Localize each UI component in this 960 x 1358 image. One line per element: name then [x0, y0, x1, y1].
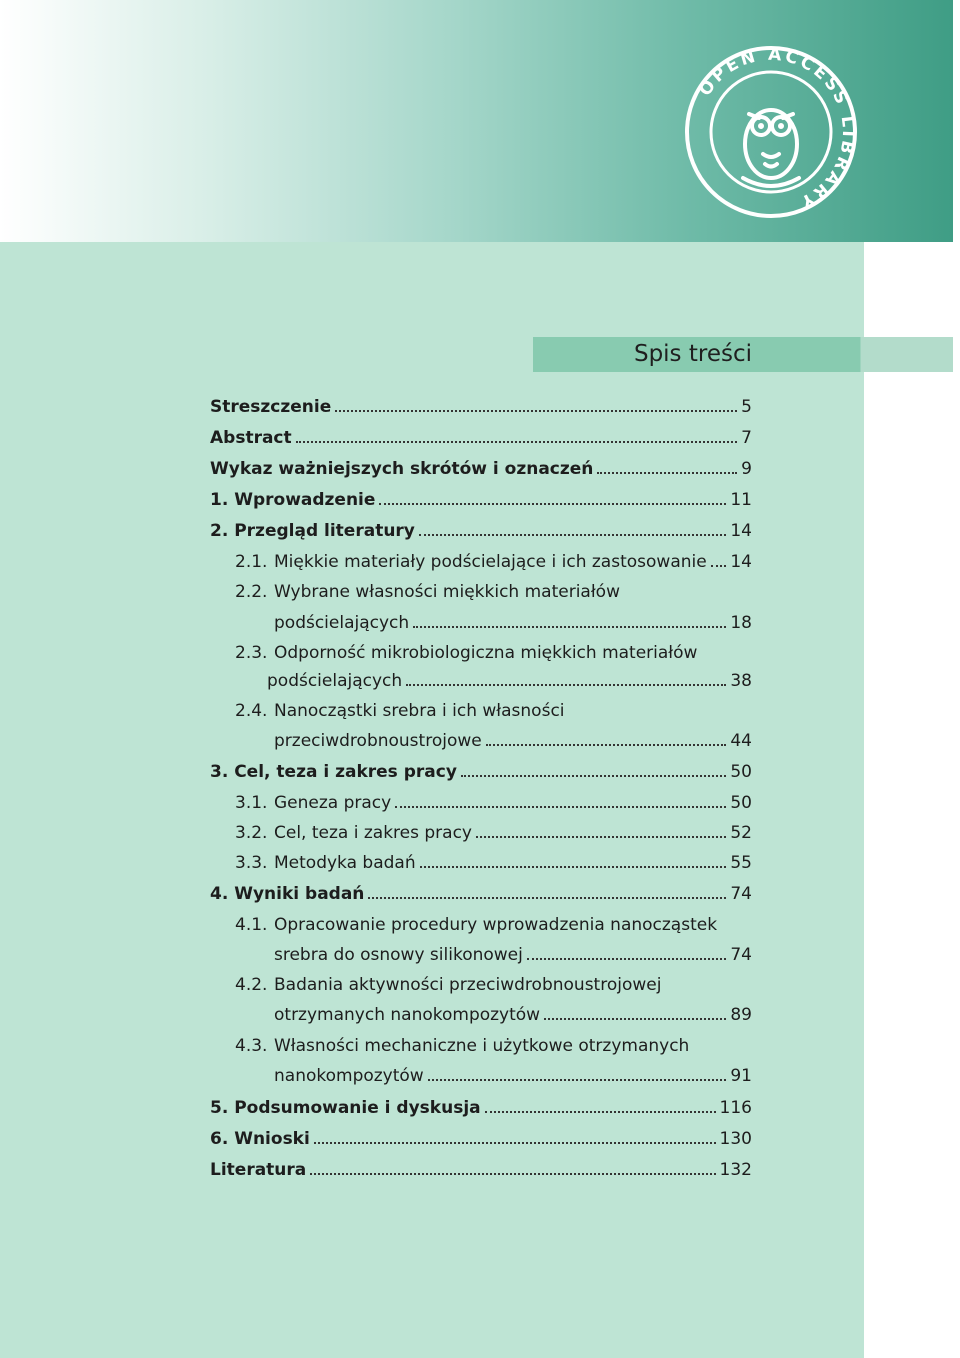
toc-entry-text: Odporność mikrobiologiczna miękkich materiałów [274, 643, 698, 663]
toc-page-number: 14 [730, 552, 752, 572]
dot-leader [314, 1139, 716, 1144]
dot-leader [597, 469, 737, 474]
toc-entry-continuation: podścielających [267, 671, 403, 691]
toc-entry-text: 4. Wyniki badań [210, 884, 365, 904]
toc-page-number: 50 [730, 762, 752, 782]
dot-leader [544, 1015, 726, 1020]
toc-entry-text: 5. Podsumowanie i dyskusja [210, 1098, 481, 1118]
toc-entry[interactable] [274, 1065, 752, 1087]
toc-entry[interactable] [210, 1128, 752, 1150]
toc-entry-number: 2.3. [235, 643, 268, 663]
toc-entry-label [235, 974, 661, 996]
toc-entry-number: 3.1. [235, 793, 268, 813]
toc-page-number: 5 [741, 397, 752, 417]
toc-page-number: 91 [730, 1066, 752, 1086]
toc-entry-label [235, 1035, 689, 1057]
toc-page-number: 44 [730, 731, 752, 751]
toc-page-number: 89 [730, 1005, 752, 1025]
dot-leader [461, 772, 726, 777]
toc-page-number: 18 [730, 613, 752, 633]
toc-entry-continuation: nanokompozytów [274, 1066, 424, 1086]
toc-page-number: 50 [730, 793, 752, 813]
toc-entry-label [235, 581, 620, 603]
toc-entry-text: Streszczenie [210, 397, 332, 417]
toc-page-number: 14 [730, 521, 752, 541]
toc-entry-text: Literatura [210, 1160, 307, 1180]
toc-entry-number: 4.2. [235, 975, 268, 995]
toc-entry-number: 3.3. [235, 853, 268, 873]
toc-entry-number: 4.3. [235, 1036, 268, 1056]
dot-leader [395, 803, 726, 808]
dot-leader [406, 681, 726, 686]
toc-entry[interactable] [210, 883, 752, 905]
logo-text: OPEN ACCESS LIBRARY [695, 44, 859, 213]
toc-page-number: 7 [741, 428, 752, 448]
toc-entry[interactable] [210, 761, 752, 783]
dot-leader [711, 562, 727, 567]
dot-leader [476, 833, 726, 838]
toc-entry-text: 6. Wnioski [210, 1129, 310, 1149]
toc-entry[interactable] [210, 396, 752, 418]
toc-page-number: 130 [719, 1129, 752, 1149]
dot-leader [428, 1076, 727, 1081]
toc-entry-continuation: otrzymanych nanokompozytów [274, 1005, 541, 1025]
toc-entry-text: Opracowanie procedury wprowadzenia nanocząstek [274, 915, 718, 935]
toc-entry-text: 1. Wprowadzenie [210, 490, 376, 510]
toc-page-number: 55 [730, 853, 752, 873]
toc-entry[interactable] [274, 1004, 752, 1026]
toc-entry[interactable] [235, 852, 752, 874]
toc-entry-continuation: srebra do osnowy silikonowej [274, 945, 523, 965]
dot-leader [296, 438, 738, 443]
toc-entry-text: Cel, teza i zakres pracy [274, 823, 472, 843]
toc-entry-text: Abstract [210, 428, 292, 448]
toc-entry-number: 2.2. [235, 582, 268, 602]
toc-entry-text: Geneza pracy [274, 793, 392, 813]
dot-leader [419, 531, 726, 536]
toc-page-number: 9 [741, 459, 752, 479]
toc-entry[interactable] [235, 792, 752, 814]
toc-entry[interactable] [235, 551, 752, 573]
toc-entry-text: Wybrane własności miękkich materiałów [274, 582, 620, 602]
toc-page-number: 38 [730, 671, 752, 691]
dot-leader [485, 1108, 716, 1113]
toc-entry[interactable] [267, 670, 752, 692]
toc-entry[interactable] [235, 822, 752, 844]
toc-entry-number: 3.2. [235, 823, 268, 843]
toc-page-number: 116 [719, 1098, 752, 1118]
dot-leader [379, 500, 726, 505]
dot-leader [368, 894, 726, 899]
toc-entry[interactable] [274, 944, 752, 966]
toc-entry[interactable] [274, 612, 752, 634]
toc-page-number: 52 [730, 823, 752, 843]
dot-leader [413, 623, 726, 628]
toc-entry-number: 2.1. [235, 552, 268, 572]
toc-entry-text: Nanocząstki srebra i ich własności [274, 701, 565, 721]
dot-leader [335, 407, 737, 412]
toc-page-number: 74 [730, 884, 752, 904]
toc-entry-continuation: przeciwdrobnoustrojowe [274, 731, 482, 751]
toc-page-number: 11 [730, 490, 752, 510]
toc-entry[interactable] [210, 458, 752, 480]
toc-entry-label [235, 642, 697, 664]
toc-page-number: 132 [719, 1160, 752, 1180]
toc-entry[interactable] [210, 1097, 752, 1119]
toc-entry-text: 3. Cel, teza i zakres pracy [210, 762, 457, 782]
toc-entry[interactable] [210, 1159, 752, 1181]
toc-entry-number: 2.4. [235, 701, 268, 721]
dot-leader [486, 741, 727, 746]
toc-entry-text: Metodyka badań [274, 853, 416, 873]
toc-entry-text: Badania aktywności przeciwdrobnoustrojowej [274, 975, 662, 995]
toc-entry[interactable] [210, 427, 752, 449]
toc-entry[interactable] [274, 730, 752, 752]
dot-leader [527, 955, 727, 960]
toc-entry-text: 2. Przegląd literatury [210, 521, 415, 541]
toc-page-number: 74 [730, 945, 752, 965]
toc-title: Spis treści [633, 341, 752, 367]
toc-entry[interactable] [210, 520, 752, 542]
toc-entry-text: Wykaz ważniejszych skrótów i oznaczeń [210, 459, 594, 479]
toc-entry-continuation: podścielających [274, 613, 410, 633]
toc-entry[interactable] [210, 489, 752, 511]
toc-entry-number: 4.1. [235, 915, 268, 935]
toc-entry-text: Miękkie materiały podścielające i ich zastosowanie [274, 552, 707, 572]
toc-entry-text: Własności mechaniczne i użytkowe otrzymanych [274, 1036, 690, 1056]
dot-leader [310, 1170, 715, 1175]
dot-leader [420, 863, 727, 868]
toc-entry-label [235, 700, 565, 722]
toc-entry-label [235, 914, 717, 936]
